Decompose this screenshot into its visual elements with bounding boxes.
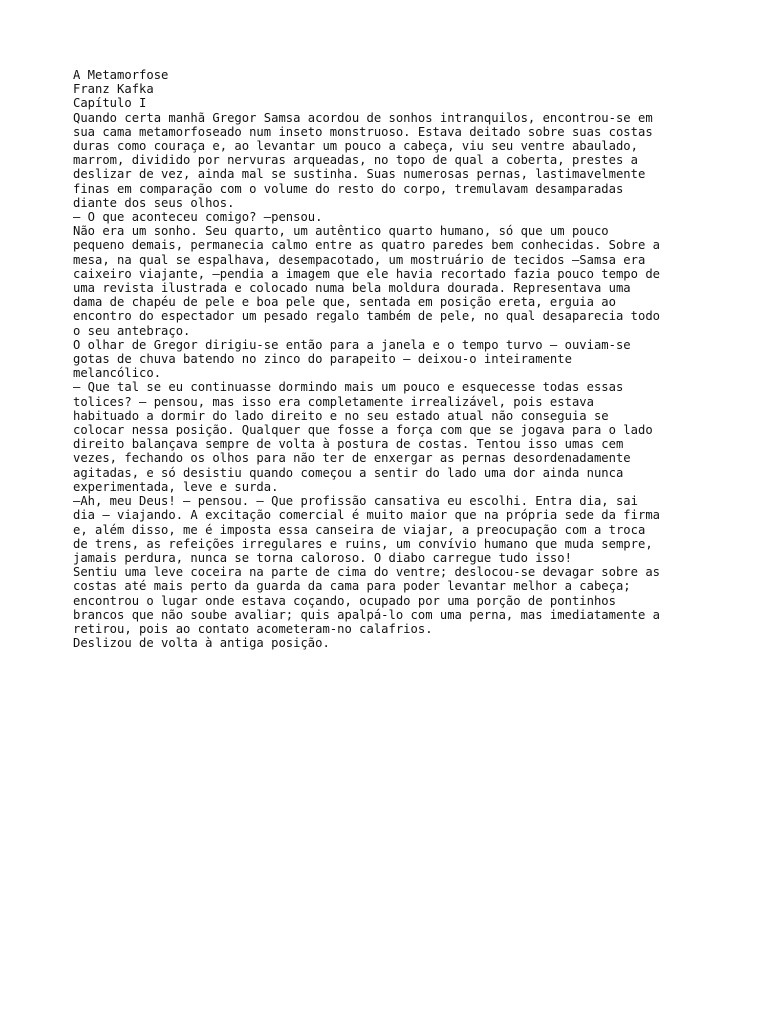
paragraph [73,111,713,210]
paragraph [73,224,713,338]
text-line: —Ah, meu Deus! — pensou. — Que profissão cansativa eu escolhi. Entra dia, sai [73,494,638,509]
text-line: e, além disso, me é imposta essa canseira de viajar, a preocupação com a troca [73,522,646,537]
text-line: gotas de chuva batendo no zinco do parapeito — deixou-o inteiramente [73,352,572,367]
paragraph [73,494,713,565]
text-line: uma revista ilustrada e colocado numa bela moldura dourada. Representava uma [73,281,631,296]
paragraph [73,565,713,636]
text-line: brancos que não soube avaliar; quis apalpá-lo com uma perna, mas imediatamente a [73,607,660,622]
text-line: habituado a dormir do lado direito e no seu estado atual não conseguia se [73,408,609,423]
text-line: finas em comparação com o volume do resto do corpo, tremulavam desamparadas [73,181,624,196]
text-line: dama de chapéu de pele e boa pele que, sentada em posição ereta, erguia ao [73,295,616,310]
document-page [73,68,713,650]
text-line: colocar nessa posição. Qualquer que fosse a força com que se jogava para o lado [73,423,653,438]
text-line: direito balançava sempre de volta à postura de costas. Tentou isso umas cem [73,437,624,452]
text-line: vezes, fechando os olhos para não ter de enxergar as pernas desordenadamente [73,451,631,466]
text-line: de trens, as refeições irregulares e ruins, um convívio humano que muda sempre, [73,536,653,551]
text-line: duras como couraça e, ao levantar um pouco a cabeça, viu seu ventre abaulado, [73,139,638,154]
text-line: marrom, dividido por nervuras arqueadas, no topo de qual a coberta, prestes a [73,153,638,168]
text-line: experimentada, leve e surda. [73,479,279,494]
text-line: agitadas, e só desistiu quando começou a sentir do lado uma dor ainda nunca [73,465,624,480]
paragraph [73,380,713,494]
text-line: Sentiu uma leve coceira na parte de cima do ventre; deslocou-se devagar sobre as [73,565,660,580]
text-line: encontrou o lugar onde estava coçando, ocupado por uma porção de pontinhos [73,593,616,608]
text-line: Deslizou de volta à antiga posição. [73,636,330,651]
document-author: Franz Kafka [73,82,154,97]
text-line: tolices? — pensou, mas isso era completamente irrealizável, pois estava [73,394,594,409]
text-line: mesa, na qual se espalhava, desempacotado, um mostruário de tecidos —Samsa era [73,252,646,267]
document-body [73,111,713,651]
paragraph [73,210,713,224]
text-line: o seu antebraço. [73,323,191,338]
text-line: caixeiro viajante, —pendia a imagem que ele havia recortado fazia pouco tempo de [73,266,660,281]
paragraph [73,338,713,381]
document-title: A Metamorfose [73,68,169,82]
text-line: O olhar de Gregor dirigiu-se então para a janela e o tempo turvo — ouviam-se [73,337,631,352]
text-line: jamais perdura, nunca se torna caloroso. O diabo carregue tudo isso! [73,550,572,565]
text-line: retirou, pois ao contato acometeram-no calafrios. [73,621,433,636]
chapter-heading: Capítulo I [73,96,147,111]
paragraph [73,636,713,650]
text-line: melancólico. [73,366,162,381]
text-line: encontro do espectador um pesado regalo também de pele, no qual desaparecia todo [73,309,660,324]
text-line: Quando certa manhã Gregor Samsa acordou de sonhos intranquilos, encontrou-se em [73,110,653,125]
text-line: dia — viajando. A excitação comercial é muito maior que na própria sede da firma [73,508,660,523]
text-line: — O que aconteceu comigo? —pensou. [73,210,323,225]
text-line: deslizar de vez, ainda mal se sustinha. Suas numerosas pernas, lastimavelmente [73,167,646,182]
text-line: pequeno demais, permanecia calmo entre as quatro paredes bem conhecidas. Sobre a [73,238,660,253]
text-line: — Que tal se eu continuasse dormindo mais um pouco e esquecesse todas essas [73,380,624,395]
text-line: sua cama metamorfoseado num inseto monstruoso. Estava deitado sobre suas costas [73,124,653,139]
text-line: diante dos seus olhos. [73,195,235,210]
text-line: Não era um sonho. Seu quarto, um autêntico quarto humano, só que um pouco [73,224,609,239]
text-line: costas até mais perto da guarda da cama para poder levantar melhor a cabeça; [73,579,631,594]
